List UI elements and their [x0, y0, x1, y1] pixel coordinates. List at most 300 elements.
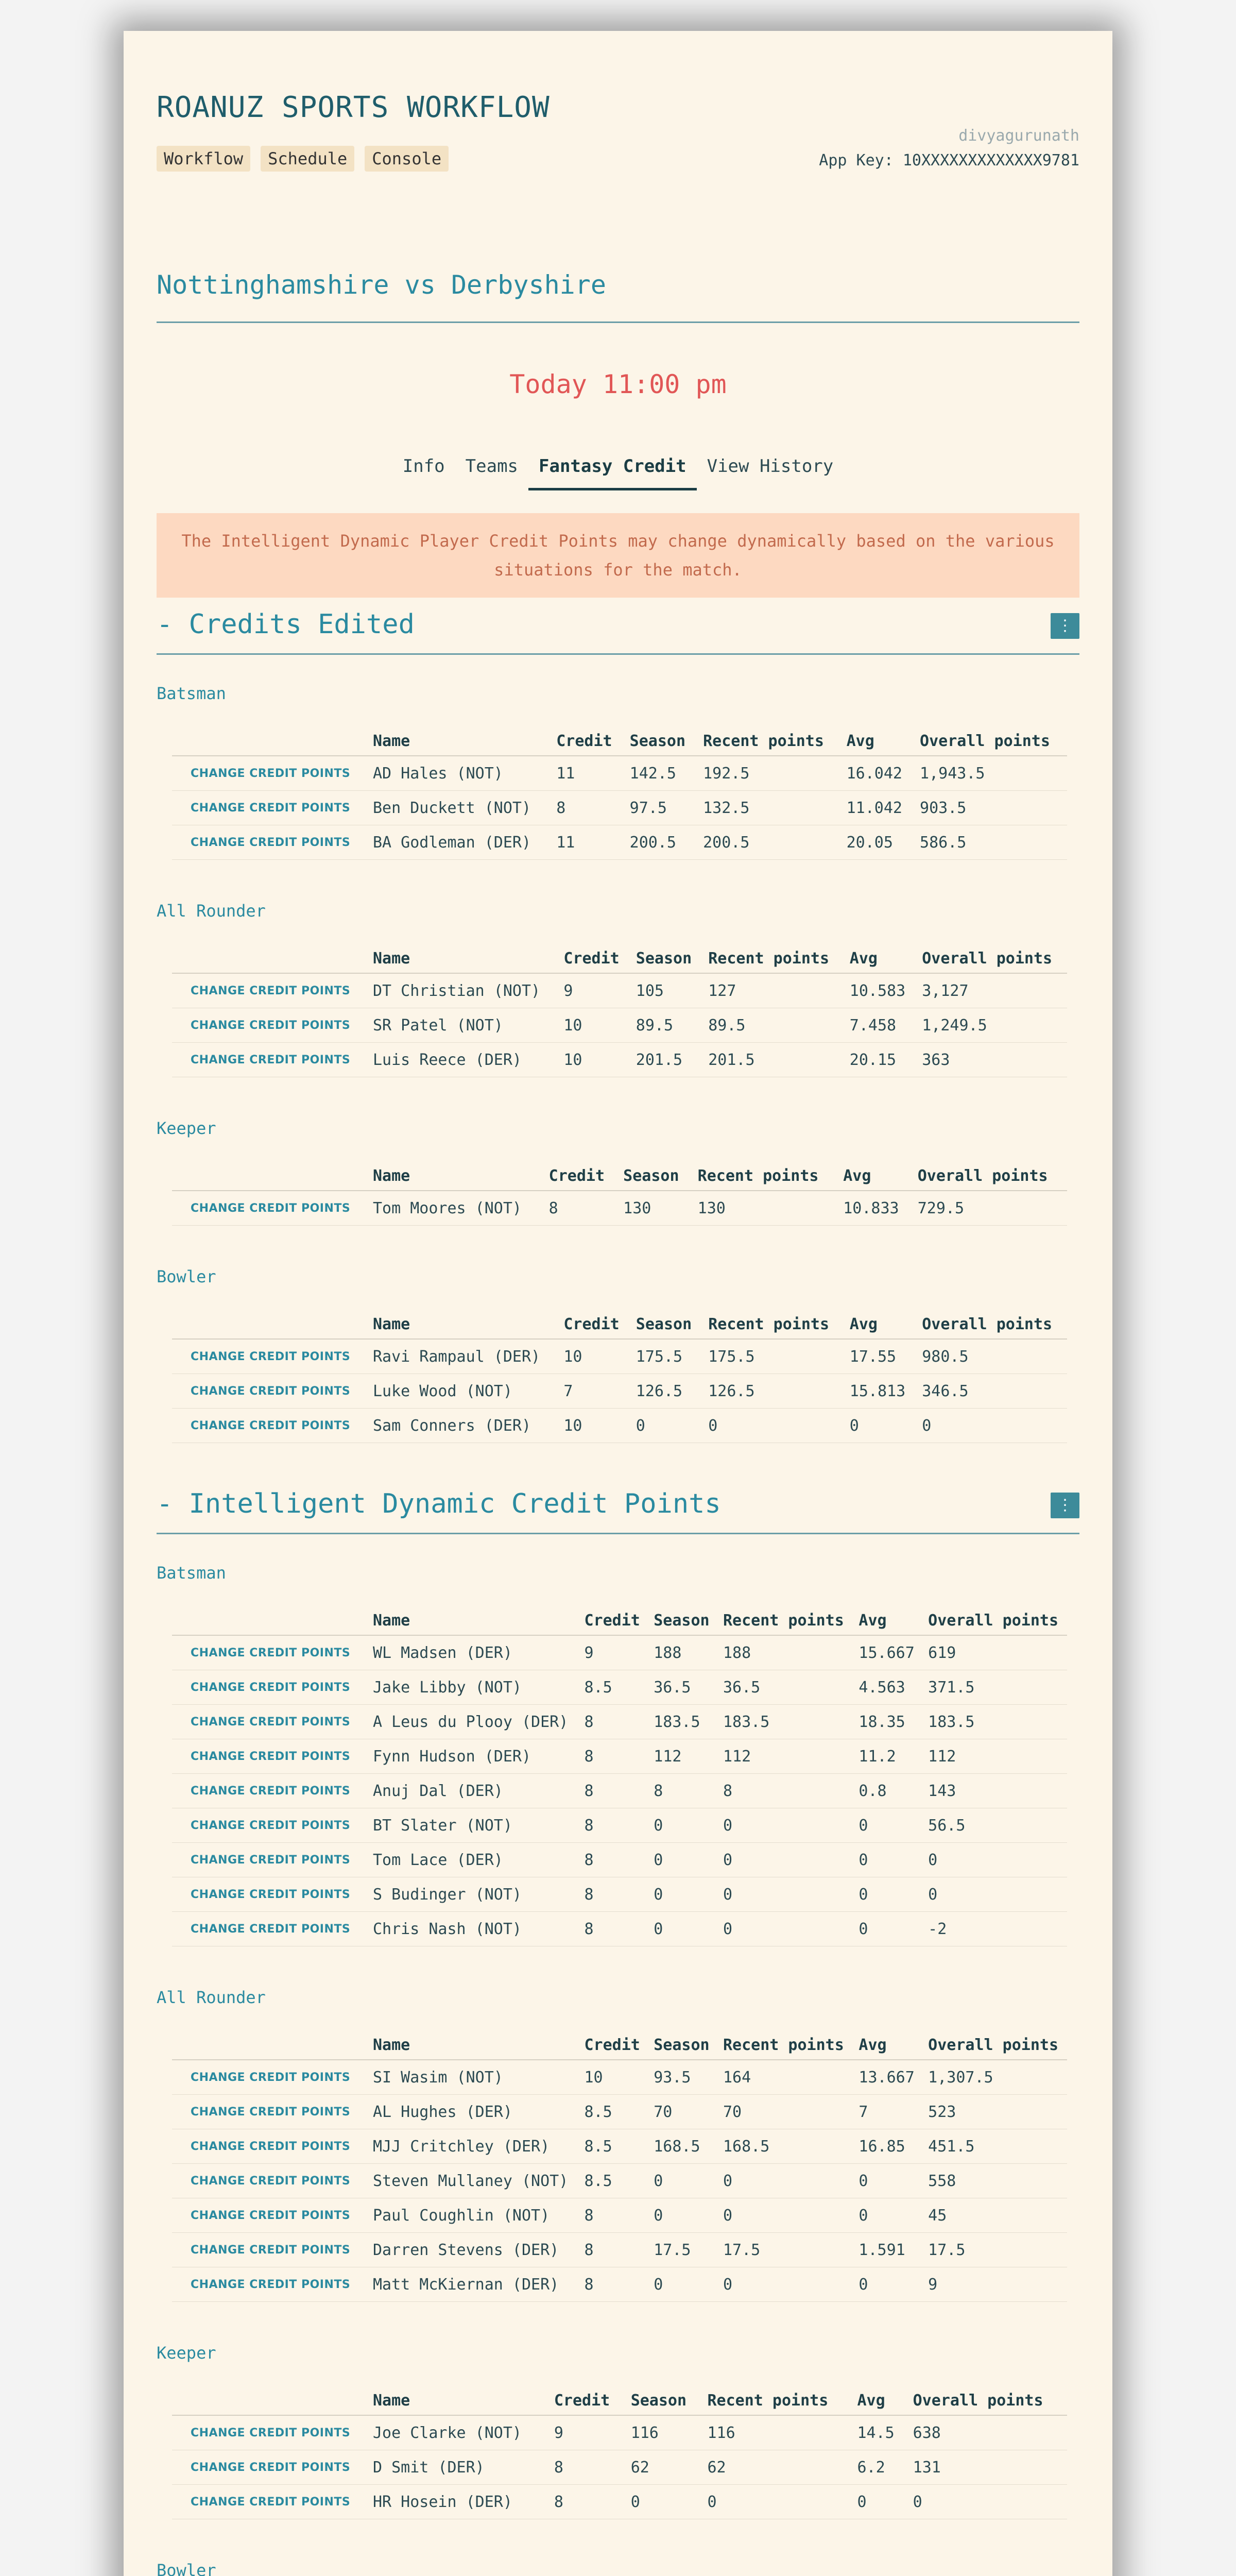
cell-avg: 0 [852, 1843, 922, 1877]
cell-overall-points: 0 [907, 2485, 1067, 2519]
cell-credit: 8.5 [578, 2164, 648, 2198]
category-batsman: Batsman [157, 1563, 226, 1583]
table-row [172, 1339, 1067, 1374]
change-credit-points-link[interactable]: CHANGE CREDIT POINTS [172, 2095, 367, 2129]
cell-season: 183.5 [647, 1705, 717, 1739]
column-header-overall-points: Overall points [916, 950, 1067, 973]
column-header-overall-points: Overall points [922, 1612, 1067, 1635]
column-header-name: Name [367, 950, 557, 973]
players-table [172, 1612, 1067, 1946]
cell-recent-points: 126.5 [702, 1374, 844, 1409]
cell-season: 89.5 [630, 1008, 702, 1043]
column-header-credit: Credit [550, 732, 623, 756]
column-header-credit: Credit [578, 2036, 648, 2060]
cell-avg: 17.55 [844, 1339, 916, 1374]
cell-avg: 6.2 [851, 2450, 906, 2485]
table-header-row [172, 950, 1067, 973]
cell-credit: 10 [557, 1339, 629, 1374]
match-time: Today 11:00 pm [509, 369, 727, 399]
cell-credit: 8 [578, 2267, 648, 2302]
column-header-name: Name [367, 2392, 548, 2415]
change-credit-points-link[interactable]: CHANGE CREDIT POINTS [172, 1043, 367, 1077]
change-credit-points-link[interactable]: CHANGE CREDIT POINTS [172, 2164, 367, 2198]
cell-recent-points: 0 [717, 2198, 852, 2233]
cell-avg: 0 [852, 1877, 922, 1912]
kebab-menu-icon[interactable]: ⋮ [1051, 1493, 1079, 1518]
cell-avg: 0 [852, 2198, 922, 2233]
cell-season: 70 [647, 2095, 717, 2129]
column-header-credit: Credit [548, 2392, 625, 2415]
cell-name: Ben Duckett (NOT) [367, 791, 550, 825]
column-header-name: Name [367, 1612, 578, 1635]
change-credit-points-link[interactable]: CHANGE CREDIT POINTS [172, 825, 367, 860]
category-batsman: Batsman [157, 684, 226, 703]
cell-recent-points: 0 [701, 2485, 851, 2519]
column-header-recent-points: Recent points [701, 2392, 851, 2415]
column-header-action [172, 950, 367, 973]
cell-avg: 11.042 [840, 791, 914, 825]
cell-recent-points: 188 [717, 1635, 852, 1670]
cell-credit: 8.5 [578, 2095, 648, 2129]
cell-overall-points: 3,127 [916, 973, 1067, 1008]
column-header-recent-points: Recent points [702, 1315, 844, 1339]
table-row [172, 1409, 1067, 1443]
change-credit-points-link[interactable]: CHANGE CREDIT POINTS [172, 1008, 367, 1043]
column-header-avg: Avg [844, 950, 916, 973]
cell-recent-points: 70 [717, 2095, 852, 2129]
change-credit-points-link[interactable]: CHANGE CREDIT POINTS [172, 2060, 367, 2095]
table-row [172, 2164, 1067, 2198]
table-row [172, 2233, 1067, 2267]
change-credit-points-link[interactable]: CHANGE CREDIT POINTS [172, 756, 367, 791]
cell-overall-points: 0 [922, 1843, 1067, 1877]
cell-overall-points: 1,307.5 [922, 2060, 1067, 2095]
cell-name: Chris Nash (NOT) [367, 1912, 578, 1946]
cell-avg: 16.042 [840, 756, 914, 791]
column-header-avg: Avg [844, 1315, 916, 1339]
table-row [172, 2415, 1067, 2450]
cell-avg: 20.05 [840, 825, 914, 860]
table-row [172, 825, 1067, 860]
cell-credit: 8.5 [578, 1670, 648, 1705]
cell-credit: 8 [578, 1912, 648, 1946]
notice-banner: The Intelligent Dynamic Player Credit Points may change dynamically based on the various situations for the match. [157, 513, 1079, 598]
column-header-action [172, 1315, 367, 1339]
change-credit-points-link[interactable]: CHANGE CREDIT POINTS [172, 1877, 367, 1912]
cell-season: 126.5 [630, 1374, 702, 1409]
table-row [172, 1912, 1067, 1946]
cell-season: 105 [630, 973, 702, 1008]
tab-teams[interactable]: Teams [465, 456, 519, 477]
table-row [172, 1043, 1067, 1077]
cell-overall-points: 0 [916, 1409, 1067, 1443]
cell-season: 0 [630, 1409, 702, 1443]
table-row [172, 1191, 1067, 1226]
table-row [172, 2267, 1067, 2302]
change-credit-points-link[interactable]: CHANGE CREDIT POINTS [172, 1705, 367, 1739]
cell-overall-points: 363 [916, 1043, 1067, 1077]
cell-overall-points: 56.5 [922, 1808, 1067, 1843]
change-credit-points-link[interactable]: CHANGE CREDIT POINTS [172, 2415, 367, 2450]
table-row [172, 1635, 1067, 1670]
column-header-credit: Credit [578, 1612, 648, 1635]
section-title[interactable]: - Credits Edited [157, 609, 415, 640]
column-header-season: Season [647, 2036, 717, 2060]
cell-overall-points: 638 [907, 2415, 1067, 2450]
cell-recent-points: 130 [692, 1191, 837, 1226]
page-card [124, 31, 1112, 2576]
cell-overall-points: 523 [922, 2095, 1067, 2129]
cell-name: WL Madsen (DER) [367, 1635, 578, 1670]
cell-season: 0 [647, 1912, 717, 1946]
column-header-name: Name [367, 1315, 557, 1339]
change-credit-points-link[interactable]: CHANGE CREDIT POINTS [172, 2129, 367, 2164]
cell-name: Jake Libby (NOT) [367, 1670, 578, 1705]
cell-season: 130 [617, 1191, 692, 1226]
app-key: App Key: 10XXXXXXXXXXXXX9781 [819, 151, 1079, 170]
change-credit-points-link[interactable]: CHANGE CREDIT POINTS [172, 1670, 367, 1705]
cell-recent-points: 0 [717, 2164, 852, 2198]
cell-avg: 10.583 [844, 973, 916, 1008]
column-header-overall-points: Overall points [907, 2392, 1067, 2415]
table-row [172, 2450, 1067, 2485]
cell-recent-points: 0 [717, 2267, 852, 2302]
table-row [172, 1374, 1067, 1409]
cell-avg: 7.458 [844, 1008, 916, 1043]
change-credit-points-link[interactable]: CHANGE CREDIT POINTS [172, 1774, 367, 1808]
cell-overall-points: 980.5 [916, 1339, 1067, 1374]
table-row [172, 973, 1067, 1008]
cell-overall-points: 183.5 [922, 1705, 1067, 1739]
cell-name: SR Patel (NOT) [367, 1008, 557, 1043]
tab-info[interactable]: Info [402, 456, 445, 477]
column-header-season: Season [625, 2392, 701, 2415]
column-header-action [172, 1612, 367, 1635]
cell-credit: 8 [548, 2485, 625, 2519]
table-header-row [172, 732, 1067, 756]
cell-name: HR Hosein (DER) [367, 2485, 548, 2519]
change-credit-points-link[interactable]: CHANGE CREDIT POINTS [172, 1339, 367, 1374]
nav-schedule-button[interactable]: Schedule [261, 146, 354, 172]
table-row [172, 1008, 1067, 1043]
cell-avg: 0 [852, 1912, 922, 1946]
column-header-season: Season [630, 950, 702, 973]
nav-workflow-button[interactable]: Workflow [157, 146, 250, 172]
cell-avg: 0 [852, 1808, 922, 1843]
cell-name: Luis Reece (DER) [367, 1043, 557, 1077]
cell-avg: 7 [852, 2095, 922, 2129]
cell-name: MJJ Critchley (DER) [367, 2129, 578, 2164]
cell-season: 0 [647, 1808, 717, 1843]
tab-bar [157, 456, 1079, 490]
change-credit-points-link[interactable]: CHANGE CREDIT POINTS [172, 2450, 367, 2485]
cell-recent-points: 164 [717, 2060, 852, 2095]
cell-season: 0 [647, 2267, 717, 2302]
column-header-credit: Credit [557, 1315, 629, 1339]
cell-avg: 20.15 [844, 1043, 916, 1077]
cell-avg: 0 [852, 2164, 922, 2198]
cell-recent-points: 36.5 [717, 1670, 852, 1705]
cell-credit: 10 [557, 1409, 629, 1443]
section-title[interactable]: - Intelligent Dynamic Credit Points [157, 1488, 721, 1519]
cell-recent-points: 89.5 [702, 1008, 844, 1043]
cell-recent-points: 17.5 [717, 2233, 852, 2267]
cell-credit: 8 [578, 1774, 648, 1808]
cell-season: 97.5 [624, 791, 697, 825]
change-credit-points-link[interactable]: CHANGE CREDIT POINTS [172, 1843, 367, 1877]
change-credit-points-link[interactable]: CHANGE CREDIT POINTS [172, 1739, 367, 1774]
cell-overall-points: 143 [922, 1774, 1067, 1808]
table-header-row [172, 2392, 1067, 2415]
category-keeper: Keeper [157, 1118, 216, 1138]
cell-overall-points: 619 [922, 1635, 1067, 1670]
cell-name: Anuj Dal (DER) [367, 1774, 578, 1808]
cell-recent-points: 62 [701, 2450, 851, 2485]
cell-overall-points: 112 [922, 1739, 1067, 1774]
table-row [172, 2485, 1067, 2519]
players-table [172, 732, 1067, 860]
table-row [172, 1705, 1067, 1739]
cell-avg: 16.85 [852, 2129, 922, 2164]
cell-avg: 18.35 [852, 1705, 922, 1739]
change-credit-points-link[interactable]: CHANGE CREDIT POINTS [172, 1191, 367, 1226]
column-header-overall-points: Overall points [912, 1167, 1067, 1191]
cell-credit: 8 [550, 791, 623, 825]
cell-name: A Leus du Plooy (DER) [367, 1705, 578, 1739]
cell-name: AL Hughes (DER) [367, 2095, 578, 2129]
username: divyagurunath [958, 127, 1079, 145]
column-header-recent-points: Recent points [717, 1612, 852, 1635]
table-row [172, 2095, 1067, 2129]
category-all-rounder: All Rounder [157, 1988, 266, 2007]
cell-name: Paul Coughlin (NOT) [367, 2198, 578, 2233]
cell-credit: 8 [543, 1191, 617, 1226]
players-table [172, 1167, 1067, 1226]
cell-recent-points: 0 [717, 1843, 852, 1877]
cell-overall-points: 17.5 [922, 2233, 1067, 2267]
cell-overall-points: 1,249.5 [916, 1008, 1067, 1043]
cell-avg: 1.591 [852, 2233, 922, 2267]
column-header-action [172, 732, 367, 756]
nav-console-button[interactable]: Console [365, 146, 449, 172]
table-row [172, 2060, 1067, 2095]
column-header-overall-points: Overall points [914, 732, 1067, 756]
column-header-credit: Credit [557, 950, 629, 973]
cell-overall-points: 45 [922, 2198, 1067, 2233]
table-row [172, 1774, 1067, 1808]
cell-overall-points: 586.5 [914, 825, 1067, 860]
cell-credit: 8 [578, 1739, 648, 1774]
credit-sections [157, 605, 1079, 2576]
cell-name: Tom Lace (DER) [367, 1843, 578, 1877]
cell-overall-points: 558 [922, 2164, 1067, 2198]
category-all-rounder: All Rounder [157, 901, 266, 921]
change-credit-points-link[interactable]: CHANGE CREDIT POINTS [172, 973, 367, 1008]
cell-credit: 8 [578, 1705, 648, 1739]
column-header-action [172, 2036, 367, 2060]
cell-recent-points: 192.5 [697, 756, 840, 791]
players-table [172, 1315, 1067, 1443]
players-table [172, 2036, 1067, 2302]
cell-season: 188 [647, 1635, 717, 1670]
cell-credit: 11 [550, 825, 623, 860]
change-credit-points-link[interactable]: CHANGE CREDIT POINTS [172, 2233, 367, 2267]
cell-recent-points: 0 [717, 1808, 852, 1843]
cell-recent-points: 0 [717, 1877, 852, 1912]
change-credit-points-link[interactable]: CHANGE CREDIT POINTS [172, 2267, 367, 2302]
cell-name: Luke Wood (NOT) [367, 1374, 557, 1409]
cell-overall-points: 9 [922, 2267, 1067, 2302]
column-header-credit: Credit [543, 1167, 617, 1191]
tab-fantasy-credit[interactable]: Fantasy Credit [528, 456, 697, 490]
column-header-name: Name [367, 732, 550, 756]
section-header [157, 605, 1079, 655]
divider [157, 321, 1079, 323]
cell-season: 0 [625, 2485, 701, 2519]
cell-recent-points: 201.5 [702, 1043, 844, 1077]
table-row [172, 2129, 1067, 2164]
cell-recent-points: 200.5 [697, 825, 840, 860]
cell-recent-points: 0 [702, 1409, 844, 1443]
table-row [172, 1739, 1067, 1774]
cell-season: 175.5 [630, 1339, 702, 1374]
column-header-name: Name [367, 2036, 578, 2060]
cell-credit: 8 [578, 1808, 648, 1843]
cell-name: Steven Mullaney (NOT) [367, 2164, 578, 2198]
column-header-recent-points: Recent points [702, 950, 844, 973]
players-table [172, 950, 1067, 1077]
cell-season: 36.5 [647, 1670, 717, 1705]
cell-recent-points: 183.5 [717, 1705, 852, 1739]
column-header-action [172, 2392, 367, 2415]
cell-season: 200.5 [624, 825, 697, 860]
column-header-overall-points: Overall points [916, 1315, 1067, 1339]
cell-recent-points: 127 [702, 973, 844, 1008]
cell-overall-points: 1,943.5 [914, 756, 1067, 791]
cell-overall-points: 131 [907, 2450, 1067, 2485]
cell-name: S Budinger (NOT) [367, 1877, 578, 1912]
column-header-action [172, 1167, 367, 1191]
cell-name: DT Christian (NOT) [367, 973, 557, 1008]
cell-credit: 10 [578, 2060, 648, 2095]
cell-name: Matt McKiernan (DER) [367, 2267, 578, 2302]
cell-season: 0 [647, 1877, 717, 1912]
players-table [172, 2392, 1067, 2519]
cell-avg: 13.667 [852, 2060, 922, 2095]
cell-overall-points: 451.5 [922, 2129, 1067, 2164]
cell-avg: 15.667 [852, 1635, 922, 1670]
cell-credit: 8 [578, 1877, 648, 1912]
cell-season: 116 [625, 2415, 701, 2450]
table-header-row [172, 2036, 1067, 2060]
change-credit-points-link[interactable]: CHANGE CREDIT POINTS [172, 1409, 367, 1443]
table-row [172, 756, 1067, 791]
category-bowler: Bowler [157, 1267, 216, 1286]
cell-recent-points: 175.5 [702, 1339, 844, 1374]
cell-season: 0 [647, 2164, 717, 2198]
cell-name: Joe Clarke (NOT) [367, 2415, 548, 2450]
column-header-avg: Avg [852, 1612, 922, 1635]
cell-recent-points: 8 [717, 1774, 852, 1808]
cell-name: Fynn Hudson (DER) [367, 1739, 578, 1774]
change-credit-points-link[interactable]: CHANGE CREDIT POINTS [172, 2198, 367, 2233]
kebab-menu-icon[interactable]: ⋮ [1051, 613, 1079, 639]
cell-name: Tom Moores (NOT) [367, 1191, 543, 1226]
table-row [172, 1808, 1067, 1843]
cell-name: SI Wasim (NOT) [367, 2060, 578, 2095]
column-header-avg: Avg [852, 2036, 922, 2060]
change-credit-points-link[interactable]: CHANGE CREDIT POINTS [172, 1374, 367, 1409]
table-row [172, 1843, 1067, 1877]
column-header-season: Season [624, 732, 697, 756]
table-row [172, 2198, 1067, 2233]
change-credit-points-link[interactable]: CHANGE CREDIT POINTS [172, 1635, 367, 1670]
cell-season: 0 [647, 2198, 717, 2233]
change-credit-points-link[interactable]: CHANGE CREDIT POINTS [172, 2485, 367, 2519]
column-header-season: Season [617, 1167, 692, 1191]
cell-credit: 8 [548, 2450, 625, 2485]
cell-season: 142.5 [624, 756, 697, 791]
cell-overall-points: 903.5 [914, 791, 1067, 825]
column-header-avg: Avg [837, 1167, 912, 1191]
cell-season: 168.5 [647, 2129, 717, 2164]
cell-recent-points: 132.5 [697, 791, 840, 825]
cell-name: AD Hales (NOT) [367, 756, 550, 791]
cell-season: 201.5 [630, 1043, 702, 1077]
cell-credit: 9 [557, 973, 629, 1008]
cell-credit: 8 [578, 2198, 648, 2233]
change-credit-points-link[interactable]: CHANGE CREDIT POINTS [172, 1912, 367, 1946]
cell-overall-points: 371.5 [922, 1670, 1067, 1705]
cell-avg: 15.813 [844, 1374, 916, 1409]
cell-overall-points: 729.5 [912, 1191, 1067, 1226]
cell-overall-points: -2 [922, 1912, 1067, 1946]
cell-recent-points: 112 [717, 1739, 852, 1774]
cell-season: 93.5 [647, 2060, 717, 2095]
section-header [157, 1484, 1079, 1534]
table-header-row [172, 1315, 1067, 1339]
cell-season: 8 [647, 1774, 717, 1808]
cell-credit: 7 [557, 1374, 629, 1409]
cell-credit: 10 [557, 1008, 629, 1043]
cell-avg: 0 [851, 2485, 906, 2519]
cell-avg: 14.5 [851, 2415, 906, 2450]
tab-view-history[interactable]: View History [707, 456, 834, 477]
cell-name: BA Godleman (DER) [367, 825, 550, 860]
table-row [172, 791, 1067, 825]
cell-avg: 11.2 [852, 1739, 922, 1774]
category-bowler: Bowler [157, 2561, 216, 2576]
column-header-name: Name [367, 1167, 543, 1191]
cell-recent-points: 0 [717, 1912, 852, 1946]
cell-overall-points: 346.5 [916, 1374, 1067, 1409]
cell-recent-points: 168.5 [717, 2129, 852, 2164]
column-header-season: Season [647, 1612, 717, 1635]
change-credit-points-link[interactable]: CHANGE CREDIT POINTS [172, 1808, 367, 1843]
cell-name: Ravi Rampaul (DER) [367, 1339, 557, 1374]
cell-credit: 8 [578, 1843, 648, 1877]
cell-credit: 9 [578, 1635, 648, 1670]
cell-name: Sam Conners (DER) [367, 1409, 557, 1443]
header [157, 91, 1079, 209]
column-header-overall-points: Overall points [922, 2036, 1067, 2060]
cell-avg: 0.8 [852, 1774, 922, 1808]
cell-season: 0 [647, 1843, 717, 1877]
cell-credit: 11 [550, 756, 623, 791]
cell-avg: 0 [852, 2267, 922, 2302]
change-credit-points-link[interactable]: CHANGE CREDIT POINTS [172, 791, 367, 825]
cell-credit: 9 [548, 2415, 625, 2450]
